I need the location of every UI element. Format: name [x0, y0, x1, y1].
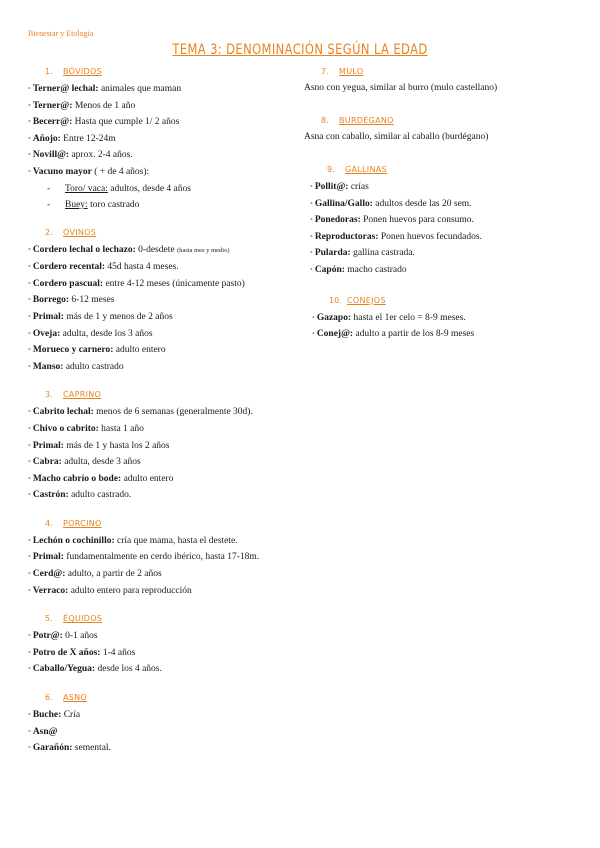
- list-item: • Castrón: adulto castrado.: [28, 490, 132, 501]
- list-item: • Terner@: Menos de 1 año: [28, 100, 136, 111]
- bullet-icon: •: [310, 264, 313, 274]
- list-item: • Novill@: aprox. 2-4 años.: [28, 150, 133, 161]
- bullet-icon: •: [312, 312, 315, 322]
- section-text: Asno con yegua, similar al burro (mulo castellano): [304, 83, 498, 93]
- list-item: • Primal: más de 1 y menos de 2 años: [28, 311, 173, 322]
- bullet-icon: •: [28, 100, 31, 110]
- bullet-icon: •: [28, 647, 31, 657]
- list-item: • Borrego: 6-12 meses: [28, 295, 115, 306]
- section-heading: 7. MULO: [321, 67, 364, 76]
- section-porcino: [28, 518, 328, 599]
- list-item: • Manso: adulto castrado: [28, 361, 124, 372]
- list-item: • Pollit@: crías: [310, 182, 369, 192]
- section-mulo: [304, 66, 584, 95]
- bullet-icon: •: [28, 295, 31, 305]
- list-item: • Gallina/Gallo: adultos desde las 20 sem.: [310, 198, 472, 209]
- bullet-icon: •: [28, 726, 31, 736]
- section-heading: 2. OVINOS: [45, 227, 97, 237]
- bullet-icon: •: [28, 473, 31, 483]
- bullet-icon: •: [28, 585, 31, 595]
- bullet-icon: •: [310, 182, 313, 191]
- list-item: • Capón: macho castrado: [310, 264, 407, 275]
- section-burdegano: [304, 115, 584, 144]
- dash-icon: -: [47, 199, 51, 210]
- bullet-icon: •: [28, 535, 31, 545]
- section-heading: 5. ÉQUIDOS: [45, 614, 103, 624]
- bullet-icon: •: [310, 231, 313, 241]
- list-item: • Añojo: Entre 12-24m: [28, 133, 116, 144]
- document-header: Bienestar y Etología: [28, 29, 94, 38]
- bullet-icon: •: [28, 361, 31, 371]
- section-text: Asna con caballo, similar al caballo (burdégano): [304, 132, 489, 142]
- section-equidos: [28, 613, 328, 678]
- list-item: • Gazapo: hasta el 1er celo = 8-9 meses.: [312, 312, 466, 323]
- list-item: • Pularda: gallina castrada.: [310, 248, 415, 259]
- list-item: • Vacuno mayor ( + de 4 años):: [28, 166, 150, 177]
- bullet-icon: •: [28, 552, 31, 562]
- section-caprino: [28, 389, 328, 504]
- bullet-icon: •: [28, 117, 31, 127]
- list-item: • Cordero recental: 45d hasta 4 meses.: [28, 262, 179, 273]
- page-title: TEMA 3: DENOMINACIÓN SEGÚN LA EDAD: [172, 42, 428, 58]
- list-item: • Chivo o cabrito: hasta 1 año: [28, 423, 144, 434]
- section-heading: 9. GALLINAS: [327, 165, 387, 174]
- list-item: • Garañón: semental.: [28, 743, 111, 754]
- section-asno: [28, 692, 328, 757]
- section-heading: 6. ASNO: [45, 693, 88, 703]
- section-gallinas: [310, 164, 584, 279]
- bullet-icon: •: [28, 423, 31, 433]
- list-item: • Becerr@: Hasta que cumple 1/ 2 años: [28, 117, 180, 128]
- bullet-icon: •: [310, 248, 313, 258]
- bullet-icon: •: [28, 490, 31, 500]
- list-item: • Caballo/Yegua: desde los 4 años.: [28, 664, 162, 675]
- bullet-icon: •: [28, 311, 31, 321]
- section-heading: 1. BÓVIDOS: [45, 67, 102, 76]
- bullet-icon: •: [28, 569, 31, 579]
- dash-icon: -: [47, 183, 51, 194]
- sub-list-item: - Buey: toro castrado: [28, 197, 328, 213]
- list-item: • Morueco y carnero: adulto entero: [28, 345, 166, 356]
- list-item: • Ponedoras: Ponen huevos para consumo.: [310, 215, 474, 226]
- list-item: • Verraco: adulto entero para reproducción: [28, 585, 192, 596]
- bullet-icon: •: [28, 150, 31, 160]
- section-heading: 3. CAPRINO: [45, 390, 102, 400]
- bullet-icon: •: [28, 166, 31, 176]
- bullet-icon: •: [312, 329, 315, 339]
- bullet-icon: •: [28, 244, 31, 254]
- bullet-icon: •: [310, 198, 313, 208]
- bullet-icon: •: [28, 278, 31, 288]
- section-heading: 4. PORCINO: [45, 518, 102, 528]
- bullet-icon: •: [28, 710, 31, 720]
- bullet-icon: •: [28, 440, 31, 450]
- right-column: [304, 66, 584, 357]
- list-item: • Primal: más de 1 y hasta los 2 años: [28, 440, 170, 451]
- list-item: • Conej@: adulto a partir de los 8-9 meses: [312, 329, 475, 340]
- list-item: • Oveja: adulta, desde los 3 años: [28, 328, 153, 339]
- list-item: • Cerd@: adulto, a partir de 2 años: [28, 569, 162, 580]
- bullet-icon: •: [28, 457, 31, 467]
- list-item: • Potro de X años: 1-4 años: [28, 647, 136, 658]
- list-item: • Terner@ lechal: animales que maman: [28, 84, 182, 94]
- list-item: • Cabra: adulta, desde 3 años: [28, 457, 141, 468]
- section-conejos: [312, 295, 584, 343]
- bullet-icon: •: [28, 631, 31, 641]
- bullet-icon: •: [28, 743, 31, 753]
- section-bovidos: [28, 66, 328, 213]
- list-item: • Reproductoras: Ponen huevos fecundados.: [310, 231, 482, 242]
- section-ovinos: [28, 227, 328, 376]
- bullet-icon: •: [310, 215, 313, 225]
- bullet-icon: •: [28, 328, 31, 338]
- left-column: [28, 66, 328, 771]
- section-heading: 8. BURDÉGANO: [321, 116, 394, 125]
- bullet-icon: •: [28, 407, 31, 417]
- list-item: • Asn@: [28, 726, 58, 737]
- list-item: • Cordero lechal o lechazo: 0-desdete (hasta mes y medio): [28, 244, 230, 255]
- bullet-icon: •: [28, 262, 31, 272]
- list-item: • Cordero pascual: entre 4-12 meses (únicamente pasto): [28, 278, 245, 289]
- bullet-icon: •: [28, 664, 31, 674]
- list-item: • Lechón o cochinillo: cría que mama, hasta el destete.: [28, 535, 238, 546]
- sub-list-item: - Toro/ vaca: adultos, desde 4 años: [28, 181, 328, 197]
- bullet-icon: •: [28, 84, 31, 93]
- list-item: • Macho cabrío o bode: adulto entero: [28, 473, 174, 484]
- list-item: • Buche: Cría: [28, 710, 81, 721]
- bullet-icon: •: [28, 345, 31, 355]
- list-item: • Primal: fundamentalmente en cerdo ibérico, hasta 17-18m.: [28, 552, 260, 563]
- bullet-icon: •: [28, 133, 31, 143]
- section-heading: 10. CONEJOS: [329, 295, 386, 305]
- list-item: • Cabrito lechal: menos de 6 semanas (generalmente 30d).: [28, 407, 253, 418]
- list-item: • Potr@: 0-1 años: [28, 631, 98, 642]
